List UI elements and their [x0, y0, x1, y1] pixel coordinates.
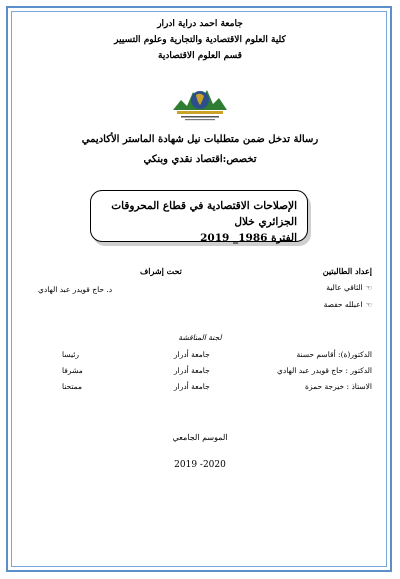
- committee-member-1-name: الدكتور(ة): أقاسم حسنة: [296, 350, 372, 359]
- academic-season-label: الموسم الجامعي: [172, 433, 228, 442]
- supervision-label: تحت إشراف: [140, 266, 182, 276]
- thesis-purpose: رسالة تدخل ضمن متطلبات نيل شهادة الماستر الأكاديمي: [81, 134, 319, 145]
- student-1: [326, 283, 372, 292]
- academic-season-years: 2019 -2020: [174, 460, 226, 470]
- committee-member-2-university: جامعة أدرار: [174, 366, 210, 375]
- student-1-name: الثاقي عالية: [326, 283, 363, 292]
- committee-member-3-role: ممتحنا: [62, 382, 83, 391]
- pointing-hand-icon: ☜: [365, 284, 372, 292]
- thesis-title-line1: الإصلاحات الاقتصادية في قطاع المحروقات الجزائري خلال: [111, 200, 297, 228]
- pointing-hand-icon: ☜: [365, 301, 372, 309]
- committee-title: لجنة المناقشة: [178, 333, 222, 342]
- committee-member-2-role: مشرفا: [62, 366, 83, 375]
- university-logo-icon: [167, 80, 233, 126]
- committee-member-3-university: جامعة أدرار: [174, 382, 210, 391]
- department-name: قسم العلوم الاقتصادية: [158, 51, 242, 61]
- committee-member-1-university: جامعة أدرار: [174, 350, 210, 359]
- committee-member-3-name: الاستاذ : خيرجة حمزة: [305, 382, 372, 391]
- faculty-name: كلية العلوم الاقتصادية والتجارية وعلوم التسيير: [114, 35, 286, 45]
- thesis-speciality: تخصص:اقتصاد نقدي وبنكي: [143, 154, 257, 165]
- supervisor-name: د. حاج قويدر عبد الهادي: [38, 285, 113, 294]
- university-name: جامعة احمد دراية ادرار: [157, 19, 243, 29]
- student-2-name: اعبلله حفصة: [323, 300, 363, 309]
- thesis-title-line2: الفترة 1986_ 2019: [200, 232, 297, 244]
- thesis-title: [97, 198, 297, 246]
- thesis-title-box: [90, 190, 308, 242]
- prepared-by-label: إعداد الطالبتين: [322, 266, 372, 276]
- student-2: [324, 300, 372, 309]
- committee-member-1-role: رئيسا: [62, 350, 79, 359]
- committee-member-2-name: الدكتور : حاج قويدر عبد الهادي: [277, 366, 372, 375]
